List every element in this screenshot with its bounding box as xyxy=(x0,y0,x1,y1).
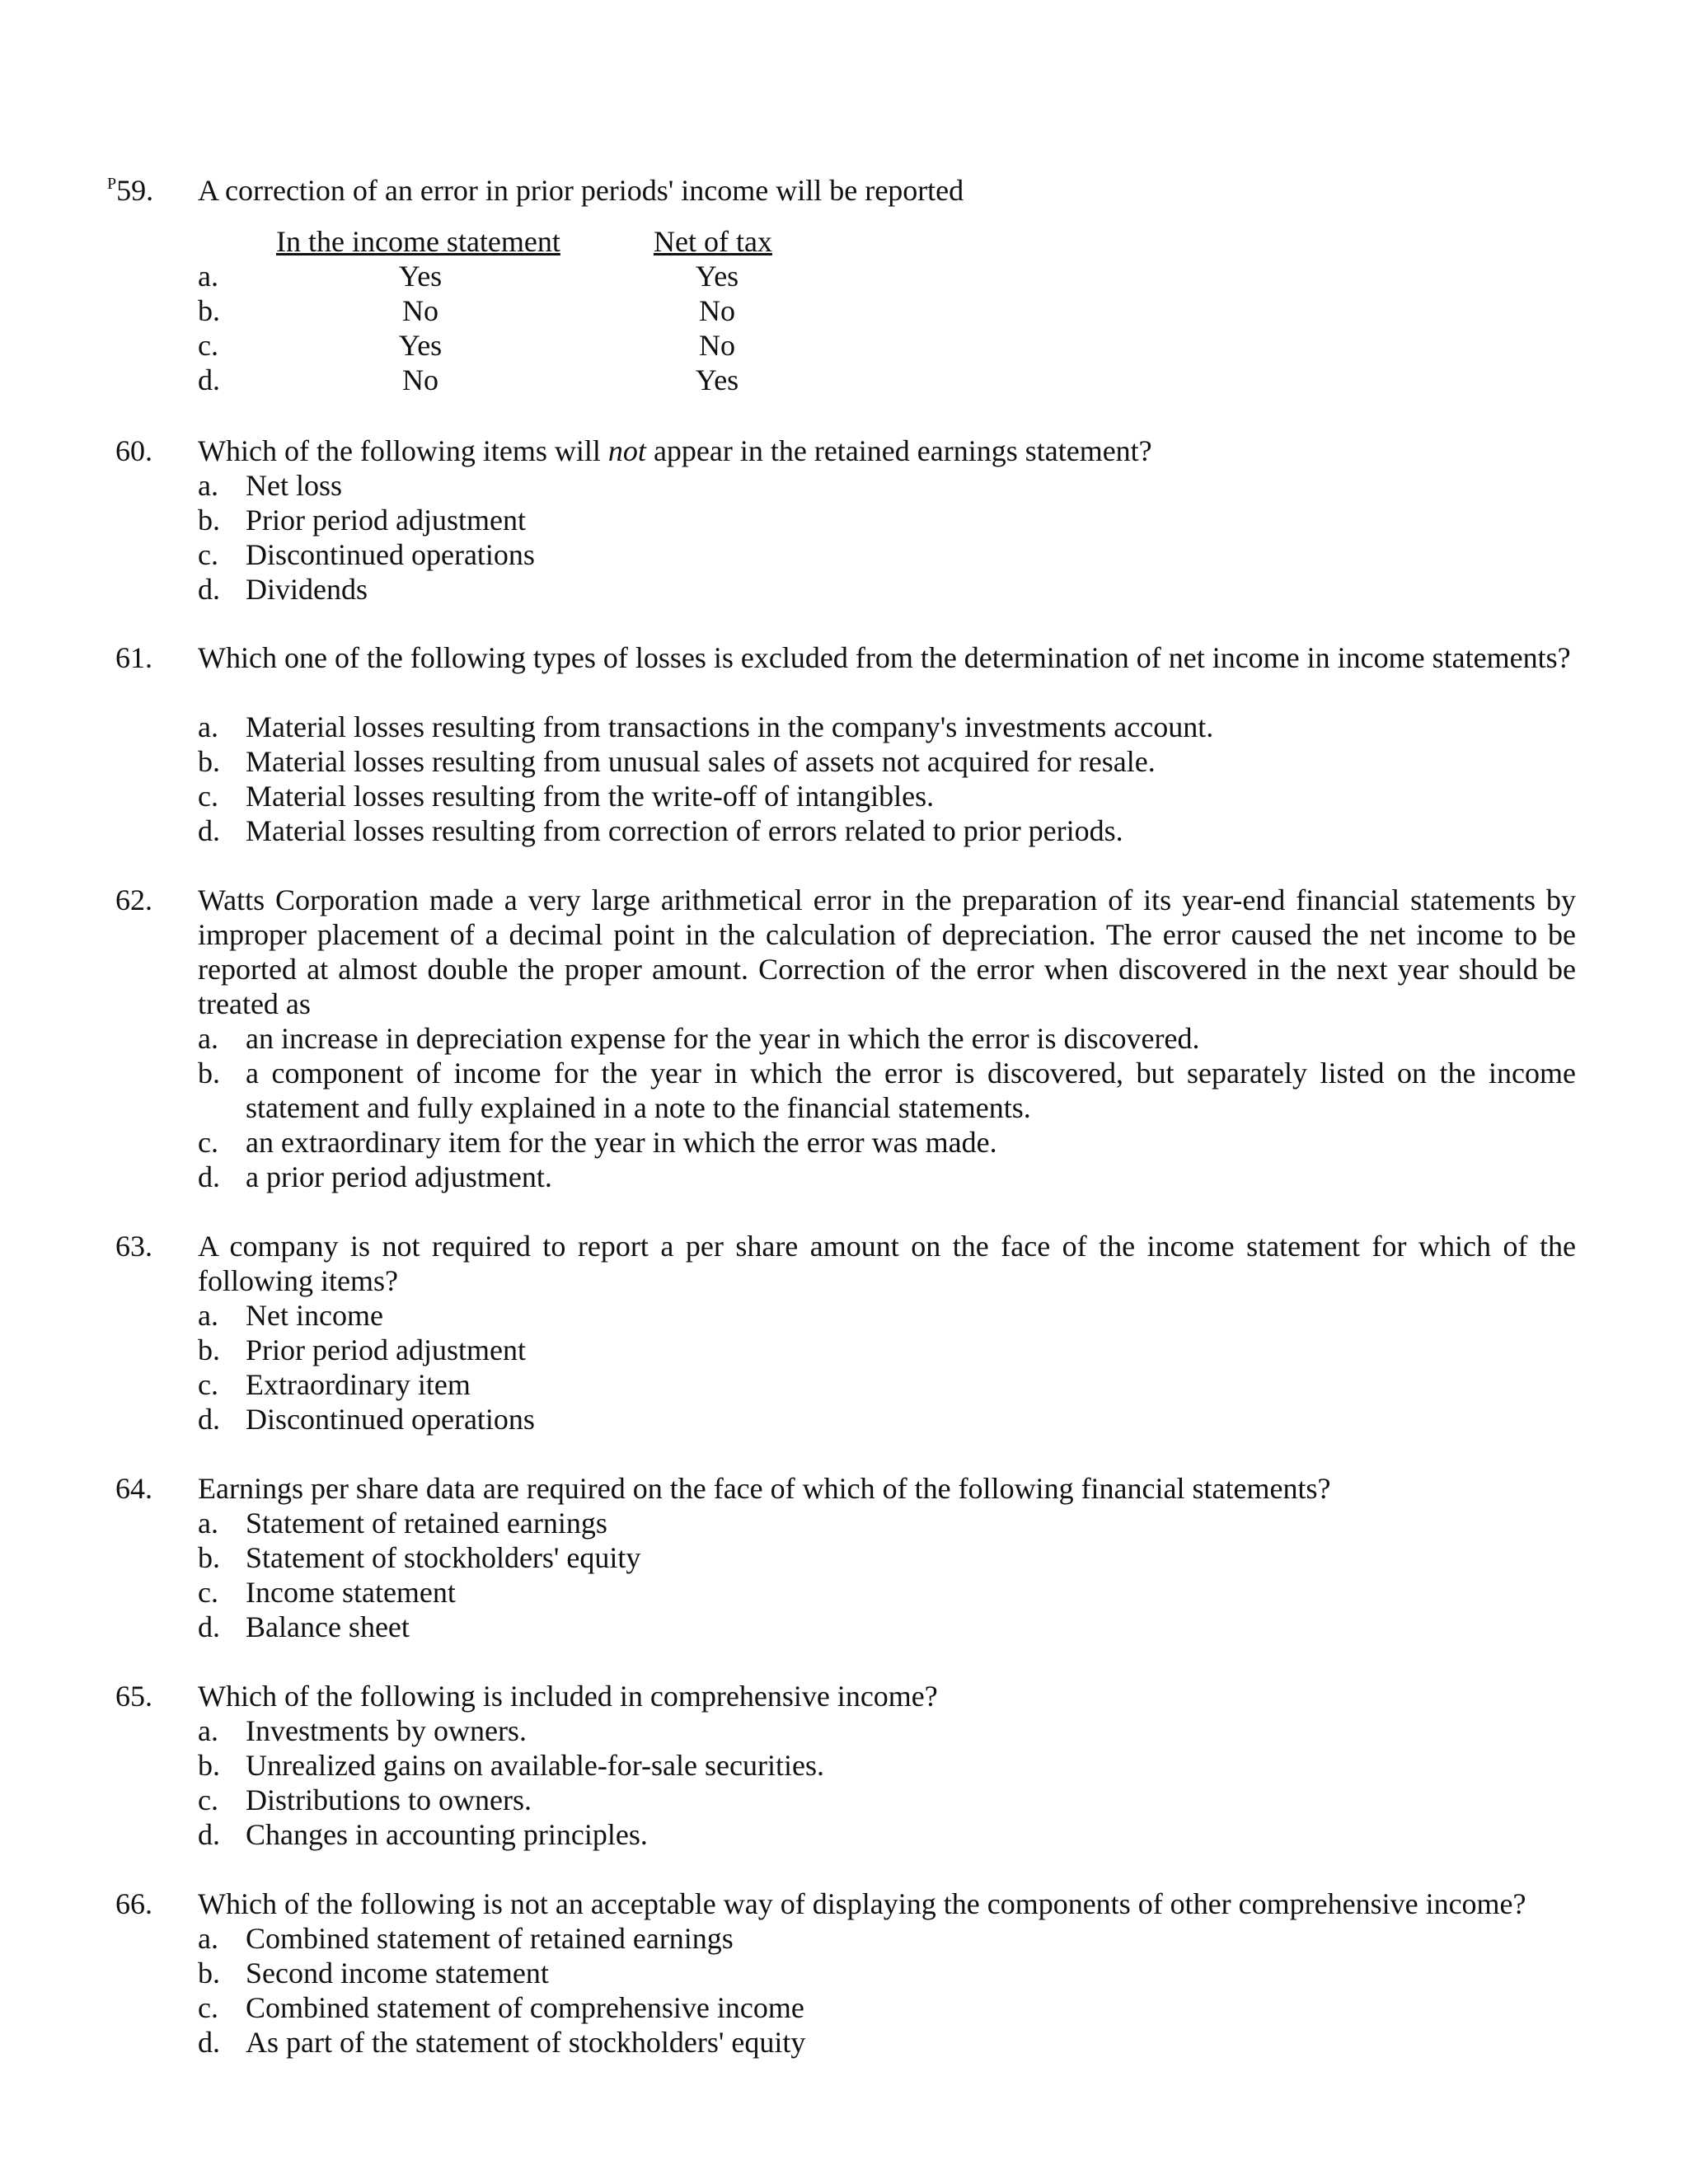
net-of-tax-value: Yes xyxy=(695,363,739,396)
question-number: 60. xyxy=(115,434,152,467)
option-d xyxy=(198,813,1576,848)
option-letter: a. xyxy=(198,1507,218,1540)
option-text: Combined statement of retained earnings xyxy=(246,1922,734,1955)
option-text: Material losses resulting from correction of errors related to prior periods. xyxy=(246,814,1123,847)
option-letter: a. xyxy=(198,710,218,743)
option-d xyxy=(198,1160,1576,1194)
net-of-tax-value: No xyxy=(699,329,735,362)
option-letter: d. xyxy=(198,1818,220,1851)
option-c xyxy=(198,537,1576,572)
net-of-tax-value: Yes xyxy=(695,260,739,293)
income-statement-value: No xyxy=(402,294,438,327)
income-statement-value: Yes xyxy=(398,329,443,362)
option-c xyxy=(198,1575,1576,1610)
option-text: Second income statement xyxy=(246,1957,549,1990)
question-number: 65. xyxy=(115,1680,152,1713)
option-a xyxy=(198,710,1576,744)
text-segment: appear in the retained earnings statement? xyxy=(645,434,1152,467)
question-stem: Watts Corporation made a very large arithmetical error in the preparation of its year-end financial statements by improper placement of a decimal point in the calculation of depreciation. The error caused the net income to be reported at almost double the proper amount. Correction of the error when discovered in the next year should be treated as xyxy=(198,883,1576,1020)
option-letter: c. xyxy=(198,1783,218,1816)
option-text: a prior period adjustment. xyxy=(246,1160,552,1193)
option-letter: c. xyxy=(198,1576,218,1609)
question-number xyxy=(107,173,153,208)
question-number: 62. xyxy=(115,883,152,916)
option-letter: b. xyxy=(198,294,220,327)
column-header-income-statement: In the income statement xyxy=(276,225,560,258)
option-list xyxy=(198,1021,1576,1194)
question-stem: A company is not required to report a per share amount on the face of the income statement for which of the following items? xyxy=(198,1230,1576,1297)
net-of-tax-value: No xyxy=(699,294,735,327)
option-text: Discontinued operations xyxy=(246,1403,535,1436)
option-letter: b. xyxy=(198,745,220,778)
option-d xyxy=(198,2025,1576,2060)
option-letter: c. xyxy=(198,1991,218,2024)
option-list xyxy=(198,468,1576,607)
column-header-net-of-tax: Net of tax xyxy=(654,225,772,258)
question-stem: Which of the following is not an acceptable way of displaying the components of other comprehensive income? xyxy=(198,1887,1526,1920)
option-c xyxy=(198,1125,1576,1160)
option-list xyxy=(198,710,1576,848)
option-letter: d. xyxy=(198,1160,220,1193)
table-row xyxy=(198,328,940,363)
text-segment: Which of the following items will xyxy=(198,434,608,467)
option-c xyxy=(198,1783,1576,1817)
question-stem: Which of the following is included in comprehensive income? xyxy=(198,1680,938,1713)
option-b xyxy=(198,1333,1576,1367)
option-letter: d. xyxy=(198,363,220,396)
option-letter: d. xyxy=(198,1610,220,1643)
option-text: As part of the statement of stockholders' equity xyxy=(246,2026,806,2059)
option-letter: b. xyxy=(198,1541,220,1574)
option-letter: c. xyxy=(198,329,218,362)
question-number: 64. xyxy=(115,1472,152,1505)
table-row xyxy=(198,293,940,328)
option-letter: d. xyxy=(198,2026,220,2059)
option-text: Changes in accounting principles. xyxy=(246,1818,648,1851)
option-a xyxy=(198,1713,1576,1748)
option-c xyxy=(198,1367,1576,1402)
option-text: Income statement xyxy=(246,1576,456,1609)
option-letter: c. xyxy=(198,538,218,571)
option-letter: b. xyxy=(198,504,220,537)
option-d xyxy=(198,1610,1576,1644)
option-letter: a. xyxy=(198,469,218,502)
option-b xyxy=(198,1540,1576,1575)
option-b xyxy=(198,744,1576,779)
option-letter: a. xyxy=(198,1714,218,1747)
option-b xyxy=(198,1056,1576,1125)
option-list xyxy=(198,1298,1576,1436)
option-letter: a. xyxy=(198,1922,218,1955)
option-text: Prior period adjustment xyxy=(246,504,526,537)
option-text: Material losses resulting from transactions in the company's investments account. xyxy=(246,710,1214,743)
option-letter: a. xyxy=(198,260,218,293)
option-text: Investments by owners. xyxy=(246,1714,527,1747)
option-text: Balance sheet xyxy=(246,1610,410,1643)
option-c xyxy=(198,779,1576,813)
option-text: Material losses resulting from unusual sales of assets not acquired for resale. xyxy=(246,745,1156,778)
table-row xyxy=(198,259,940,293)
option-b xyxy=(198,1956,1576,1990)
option-text: Material losses resulting from the write-off of intangibles. xyxy=(246,780,935,813)
option-a xyxy=(198,1021,1576,1056)
option-text: Combined statement of comprehensive income xyxy=(246,1991,804,2024)
option-letter: c. xyxy=(198,1126,218,1159)
option-a xyxy=(198,468,1576,503)
question-stem: Earnings per share data are required on the face of which of the following financial statements? xyxy=(198,1472,1331,1505)
option-text: Net income xyxy=(246,1299,383,1332)
income-statement-value: No xyxy=(402,363,438,396)
option-a xyxy=(198,1921,1576,1956)
option-letter: b. xyxy=(198,1957,220,1990)
question-number: 61. xyxy=(115,641,152,674)
option-text: Statement of retained earnings xyxy=(246,1507,607,1540)
option-list xyxy=(198,1921,1576,2060)
option-d xyxy=(198,1402,1576,1436)
option-text: an extraordinary item for the year in which the error was made. xyxy=(246,1126,997,1159)
option-list xyxy=(198,1713,1576,1852)
option-text: Dividends xyxy=(246,573,368,606)
option-text: Prior period adjustment xyxy=(246,1333,526,1366)
option-d xyxy=(198,1817,1576,1852)
question-number: 63. xyxy=(115,1230,152,1263)
option-b xyxy=(198,1748,1576,1783)
text-segment: 59. xyxy=(116,174,154,207)
question-stem: A correction of an error in prior periods' income will be reported xyxy=(198,174,964,207)
option-letter: b. xyxy=(198,1333,220,1366)
option-c xyxy=(198,1990,1576,2025)
emphasis-text: not xyxy=(607,434,646,467)
option-text: an increase in depreciation expense for the year in which the error is discovered. xyxy=(246,1022,1200,1055)
option-a xyxy=(198,1506,1576,1540)
option-letter: b. xyxy=(198,1057,220,1090)
income-statement-value: Yes xyxy=(398,260,443,293)
option-d xyxy=(198,572,1576,607)
option-letter: d. xyxy=(198,1403,220,1436)
question-number: 66. xyxy=(115,1887,152,1920)
option-letter: c. xyxy=(198,780,218,813)
option-letter: a. xyxy=(198,1022,218,1055)
option-text: Distributions to owners. xyxy=(246,1783,532,1816)
option-b xyxy=(198,503,1576,537)
question-stem: Which one of the following types of losses is excluded from the determination of net income in income statements? xyxy=(198,641,1571,674)
question-prefix: P xyxy=(107,175,117,193)
option-a xyxy=(198,1298,1576,1333)
option-letter: d. xyxy=(198,573,220,606)
option-letter: a. xyxy=(198,1299,218,1332)
answer-table xyxy=(198,224,940,397)
option-text: Net loss xyxy=(246,469,342,502)
question-stem xyxy=(198,434,1576,468)
option-text: Extraordinary item xyxy=(246,1368,471,1401)
option-list xyxy=(198,1506,1576,1644)
option-text: Statement of stockholders' equity xyxy=(246,1541,641,1574)
option-letter: d. xyxy=(198,814,220,847)
table-row xyxy=(198,363,940,397)
option-text: a component of income for the year in which the error is discovered, but separately listed on the income statement and fully explained in a note to the financial statements. xyxy=(246,1057,1576,1124)
option-text: Unrealized gains on available-for-sale securities. xyxy=(246,1749,824,1782)
option-text: Discontinued operations xyxy=(246,538,535,571)
option-letter: b. xyxy=(198,1749,220,1782)
option-letter: c. xyxy=(198,1368,218,1401)
